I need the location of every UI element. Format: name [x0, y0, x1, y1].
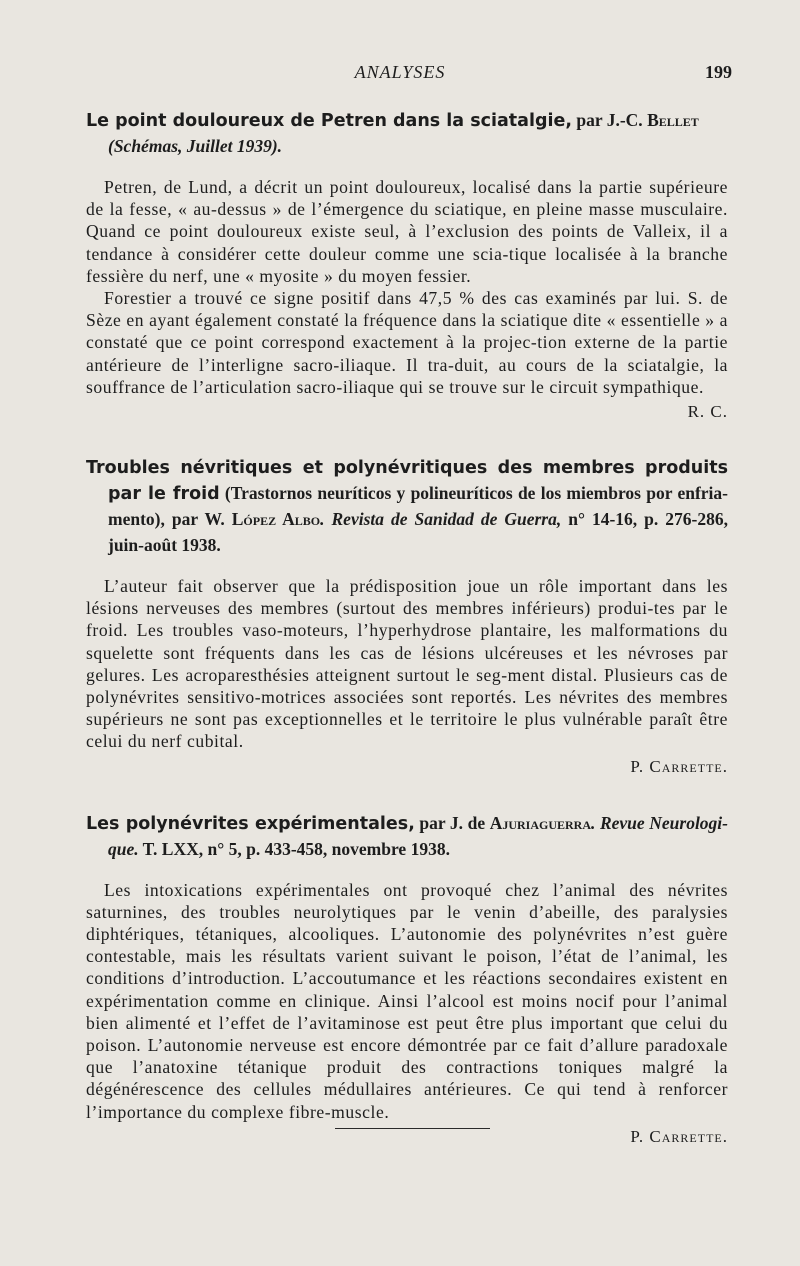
page-number: 199	[705, 62, 732, 82]
page-header	[0, 62, 800, 92]
article-signature	[86, 757, 728, 777]
signature-initials: P.	[630, 1126, 650, 1146]
article-title	[86, 108, 728, 160]
title-ref: n° 14-16, p. 276-286, juin-août 1938.	[108, 509, 728, 556]
article-body	[86, 879, 728, 1123]
title-source: . Revista de Sanidad de Guerra,	[320, 509, 562, 530]
article-title	[86, 811, 728, 863]
title-author: Bellet	[647, 110, 699, 130]
article-signature	[86, 402, 728, 422]
article-body	[86, 575, 728, 753]
title-by: par J. de	[414, 812, 490, 833]
title-source: . Revue Neurologi-que.	[108, 812, 728, 859]
running-title: ANALYSES	[354, 62, 446, 82]
title-author: López Albo	[231, 509, 321, 530]
title-main: Troubles névritiques et polynévritiques des membres produits par le froid	[86, 458, 728, 505]
article-title	[86, 456, 728, 559]
paragraph: L’auteur fait observer que la prédisposition joue un rôle important dans les lésions nerveuses des membres (surtout des membres inférieurs) produi-tes par le froid. Les troubles vaso-moteurs, l’hyperhydrose plantaire, les malformations du squelette sont fréquents dans les cas de lésions ulcéreuses et les névroses par gelures. Les acroparesthésies atteignent surtout le seg-ment distal. Plusieurs cas de polynévrites sensitivo-motrices associées sont reportés. Les névrites des membres supérieurs ne sont pas exceptionnelles et le territoire le plus vulnérable paraît être celui du nerf cubital.	[86, 576, 728, 752]
end-rule	[335, 1128, 490, 1129]
signature-name: Carrette.	[649, 756, 728, 776]
article-polynevrites-experimentales	[86, 811, 728, 1147]
signature-name: Carrette.	[649, 1126, 728, 1146]
title-source: (Schémas, Juillet 1939).	[108, 136, 283, 156]
article-troubles-nevritiques	[86, 456, 728, 777]
signature-initials: P.	[630, 756, 650, 776]
article-body	[86, 176, 728, 398]
article-petren	[86, 108, 728, 422]
title-ref: T. LXX, n° 5, p. 433-458, novembre 1938.	[138, 838, 450, 859]
title-main: Le point douloureux de Petren dans la sciatalgie,	[86, 111, 573, 131]
title-by: par J.-C.	[572, 110, 648, 130]
title-main: Les polynévrites expérimentales,	[86, 813, 415, 834]
page-content	[86, 108, 728, 1181]
paragraph: Forestier a trouvé ce signe positif dans 47,5 % des cas examinés par lui. S. de Sèze en ayant également constaté la fréquence dans la sciatique dite « essentielle » a constaté que ce point correspond exactement à la projec-tion externe de la partie antérieure de l’interligne sacro-iliaque. Il tra-duit, au cours de la sciatalgie, la souffrance de l’articulation sacro-iliaque qui se trouve sur le circuit sympathique.	[86, 288, 728, 397]
paragraph: Les intoxications expérimentales ont provoqué chez l’animal des névrites saturnines, des troubles neurolytiques par le venin d’abeille, des paralysies diphtériques, tétaniques, alcooliques. L’autonomie des polynévrites n’est guère contestable, mais les résultats varient suivant le poison, l’état de l’animal, les conditions d’introduction. L’accoutumance et les réactions secondaires existent en expérimentation comme en clinique. Ainsi l’alcool est moins nocif pour l’animal bien alimenté et l’effet de l’avitaminose est peut être plus important que celui du poison. L’autonomie nerveuse est encore démontrée par ce fait d’allure paradoxale que l’anatoxine tétanique produit des contractions toniques malgré la dégénérescence des cellules médullaires antérieures. Ce qui tend à renforcer l’importance du complexe fibre-muscle.	[86, 879, 728, 1122]
title-author: Ajuriaguerra	[489, 812, 592, 833]
signature-initials: R. C.	[687, 402, 728, 422]
title-source-pre: (Trastornos neuríticos y polineuríticos de los miembros por enfria-mento), par W.	[108, 483, 728, 530]
paragraph: Petren, de Lund, a décrit un point douloureux, localisé dans la partie supérieure de la fesse, « au-dessus » de l’émergence du sciatique, en pleine masse musculaire. Quand ce point douloureux existe seul, à l’exclusion des points de Valleix, il a tendance à considérer cette douleur comme une scia-tique localisée à la branche fessière du nerf, une « myosite » du moyen fessier.	[86, 177, 728, 286]
article-signature	[86, 1127, 728, 1147]
